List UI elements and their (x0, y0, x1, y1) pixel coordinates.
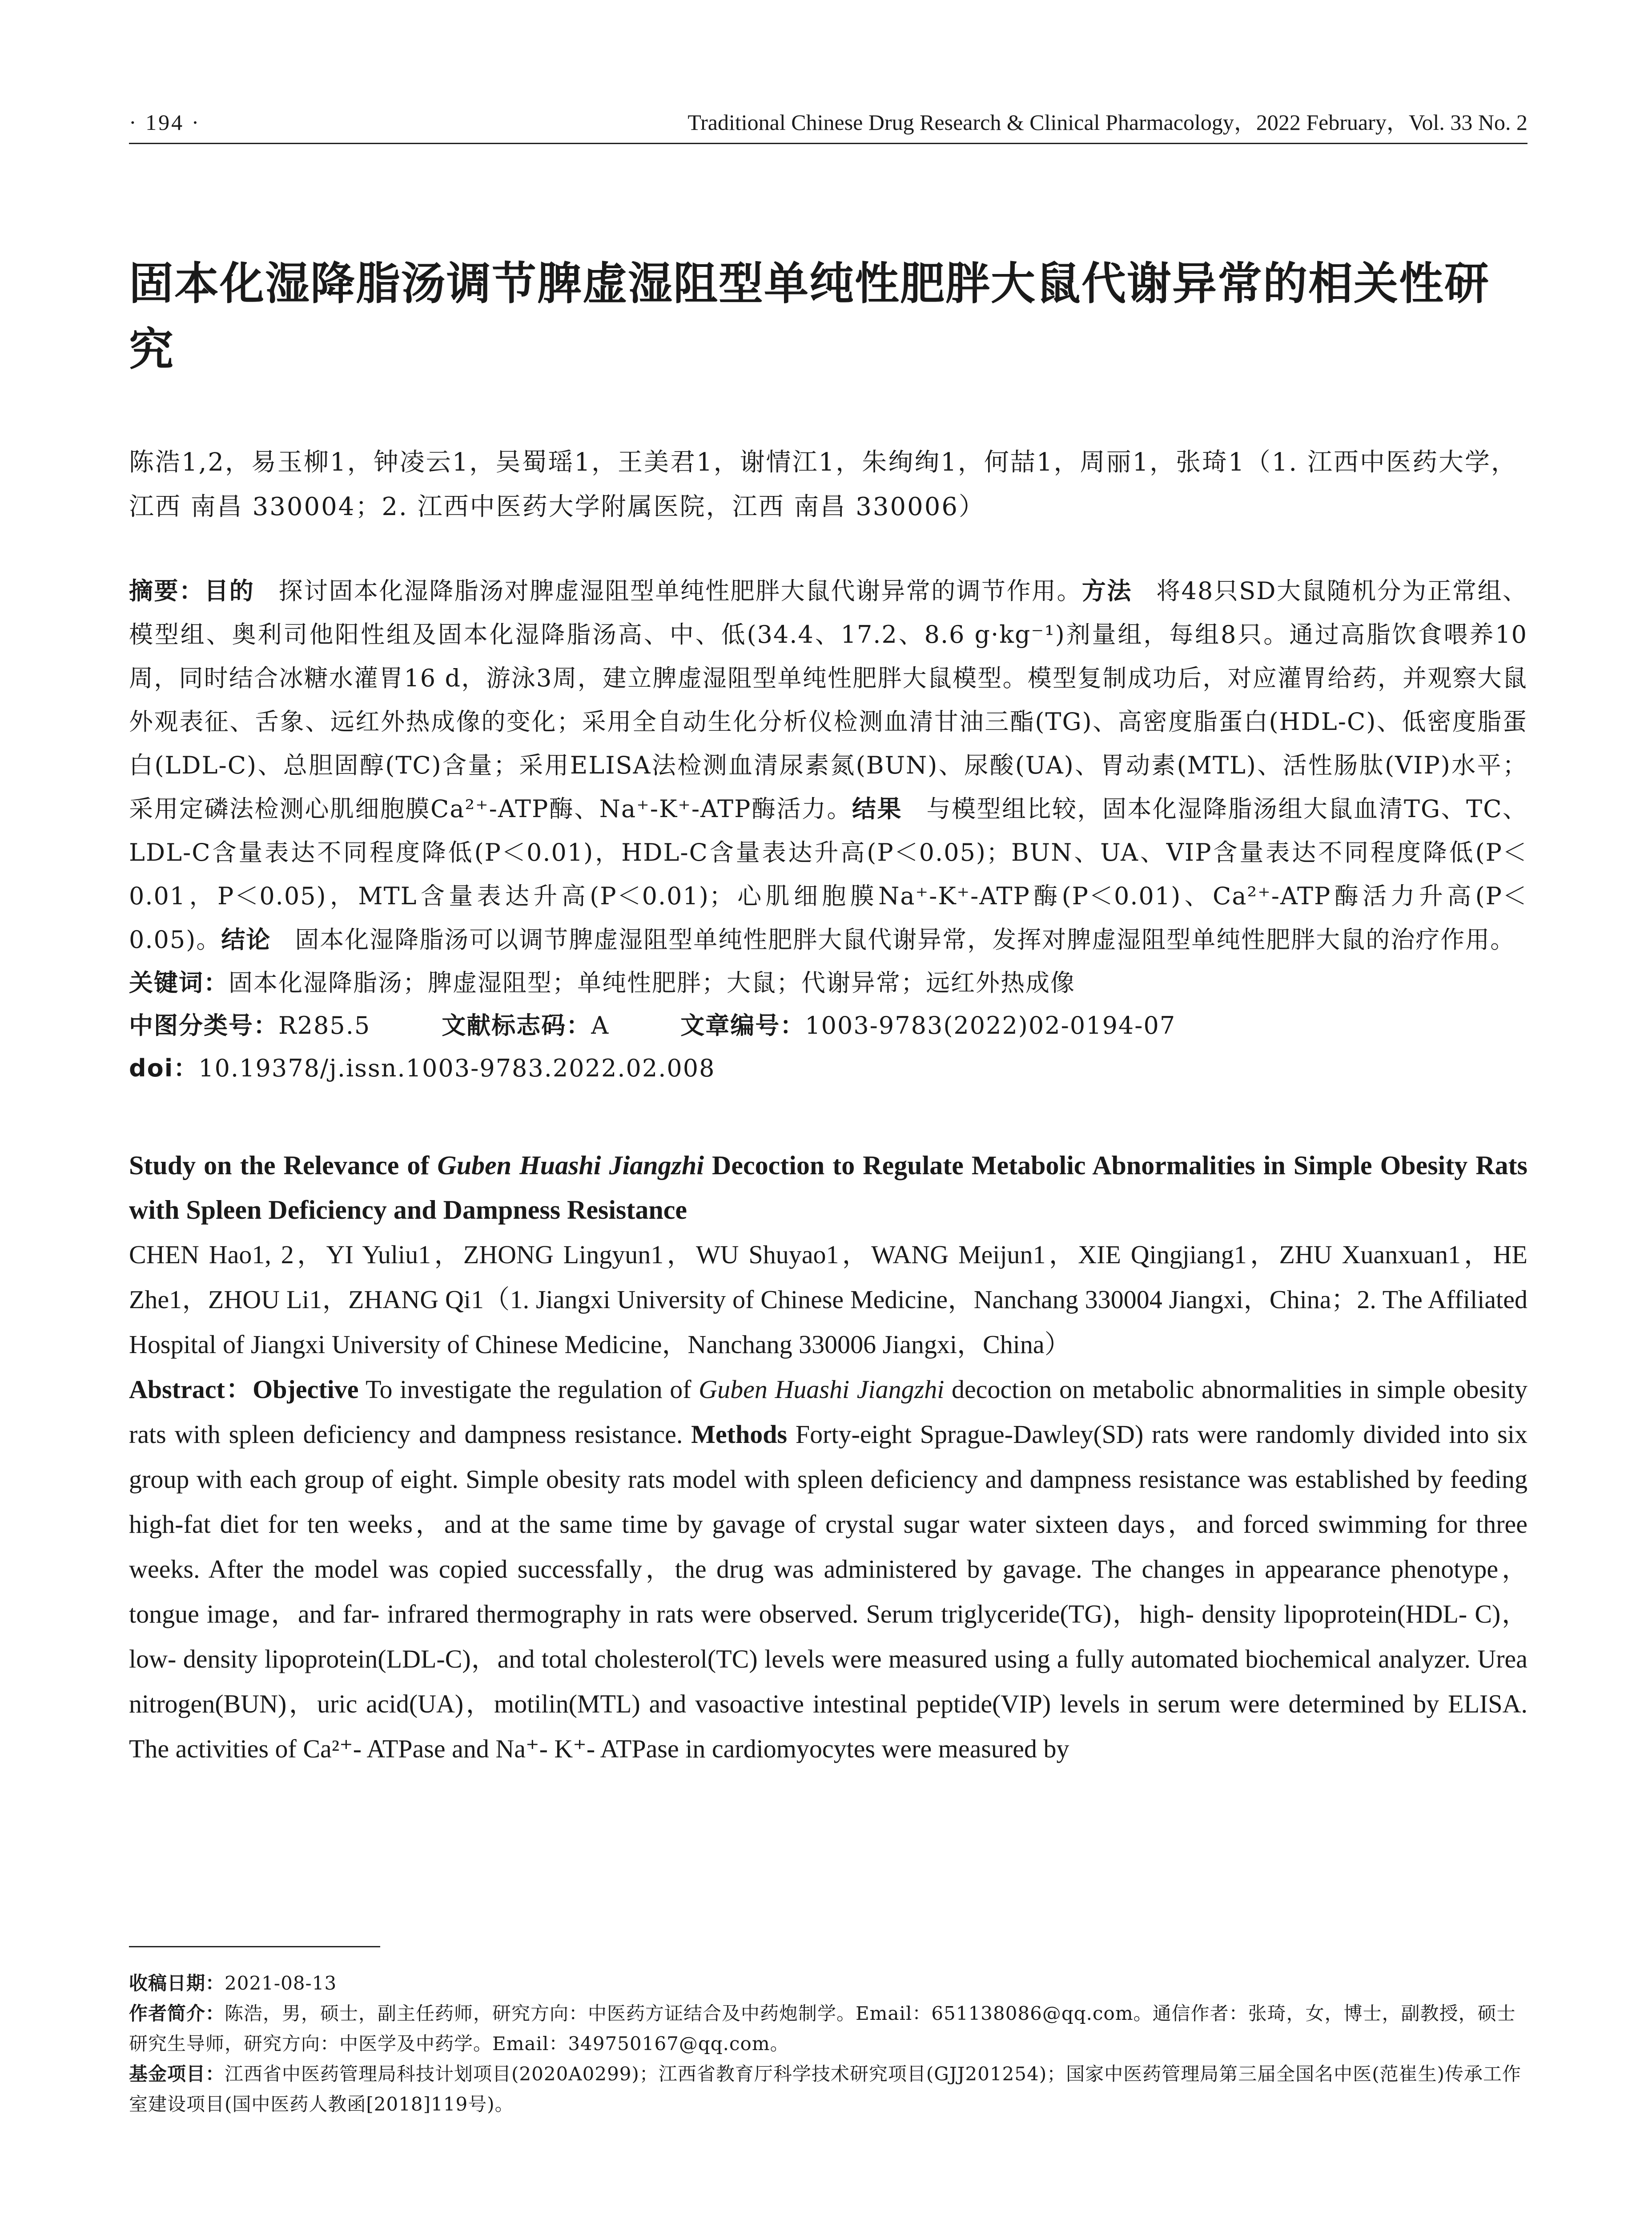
results-text: 与模型组比较，固本化湿降脂汤组大鼠血清TG、TC、LDL-C含量表达不同程度降低(P＜0.01)，HDL-C含量表达升高(P＜0.05)；BUN、UA、VIP含量表达不同程度降低(P＜0.01，P＜0.05)，MTL含量表达升高(P＜0.01)；心肌细胞膜Na⁺-K⁺-ATP酶(P＜0.01)、Ca²⁺-ATP酶活力升高(P＜0.05)。 (129, 795, 1528, 954)
author-bio-text: 陈浩，男，硕士，副主任药师，研究方向：中医药方证结合及中药炮制学。Email：651138086@qq.com。通信作者：张琦，女，博士，副教授，硕士研究生导师，研究方向：中医学及中药学。Email：349750167@qq.com。 (129, 2002, 1516, 2055)
funding-text: 江西省中医药管理局科技计划项目(2020A0299)；江西省教育厅科学技术研究项目(GJJ201254)；国家中医药管理局第三届全国名中医(范崔生)传承工作室建设项目(国中医药人教函[2018]119号)。 (129, 2063, 1521, 2115)
title-en-part: Decoction to Regulate Metabolic Abnormalities in Simple Obesity Rats with Spleen Deficiency and Dampness Resistance (129, 1151, 1527, 1225)
abstract-cn (129, 569, 1527, 962)
doi-value: 10.19378/j.issn.1003-9783.2022.02.008 (198, 1054, 715, 1082)
clc-value: R285.5 (278, 1011, 371, 1039)
keywords-line (129, 962, 1527, 1004)
doi-label: doi： (129, 1054, 199, 1082)
authors-affiliations-en: CHEN Hao1, 2，YI Yuliu1，ZHONG Lingyun1，WU Shuyao1，WANG Meijun1，XIE Qingjiang1，ZHU Xuanxuan1，HE Zhe1，ZHOU Li1，ZHANG Qi1（1. Jiangxi University of Chinese Medicine，Nanchang 330004 Jiangxi，China；2. The Affiliated Hospital of Jiangxi University of Chinese Medicine，Nanchang 330006 Jiangxi，China） (129, 1240, 1527, 1359)
objective-en-text: decoction on metabolic abnormalities in simple obesity rats with spleen deficiency and dampness resistance. (129, 1375, 1527, 1449)
classification-line (129, 1004, 1527, 1047)
paper-page (129, 109, 1527, 1771)
objective-label: 目的 (204, 577, 255, 605)
journal-citation: Traditional Chinese Drug Research & Clinical Pharmacology，2022 February，Vol. 33 No. 2 (687, 110, 1527, 135)
article-no-label: 文章编号： (680, 1011, 805, 1039)
author-bio-label: 作者简介： (129, 2002, 225, 2024)
footnotes (129, 1968, 1527, 2119)
abstract-label: 摘要： (129, 577, 205, 605)
methods-en-text: Forty-eight Sprague-Dawley(SD) rats were randomly divided into six group with each group of eight. Simple obesity rats model with spleen deficiency and dampness resistance was established by feeding high-fat diet for ten weeks，and at the same time by gavage of crystal sugar water sixteen days，and forced swimming for three weeks. After the model was copied successfally，the drug was administered by gavage. The changes in appearance phenotype，tongue image，and far- infrared thermography in rats were observed. Serum triglyceride(TG)，high- density lipoprotein(HDL- C)，low- density lipoprotein(LDL-C)，and total cholesterol(TC) levels were measured using a fully automated biochemical analyzer. Urea nitrogen(BUN)，uric acid(UA)，motilin(MTL) and vasoactive intestinal peptide(VIP) levels in serum were determined by ELISA. The activities of Ca²⁺- ATPase and Na⁺- K⁺- ATPase in cardiomyocytes were measured by (129, 1420, 1527, 1763)
doc-code-value: A (591, 1011, 610, 1039)
funding-label: 基金项目： (129, 2063, 225, 2085)
conclusion-text: 固本化湿降脂汤可以调节脾虚湿阻型单纯性肥胖大鼠代谢异常，发挥对脾虚湿阻型单纯性肥胖大鼠的治疗作用。 (295, 926, 1515, 954)
methods-text: 将48只SD大鼠随机分为正常组、模型组、奥利司他阳性组及固本化湿降脂汤高、中、低(34.4、17.2、8.6 g·kg⁻¹)剂量组，每组8只。通过高脂饮食喂养10周，同时结合冰糖水灌胃16 d，游泳3周，建立脾虚湿阻型单纯性肥胖大鼠模型。模型复制成功后，对应灌胃给药，并观察大鼠外观表征、舌象、远红外热成像的变化；采用全自动生化分析仪检测血清甘油三酯(TG)、高密度脂蛋白(HDL-C)、低密度脂蛋白(LDL-C)、总胆固醇(TC)含量；采用ELISA法检测血清尿素氮(BUN)、尿酸(UA)、胃动素(MTL)、活性肠肽(VIP)水平；采用定磷法检测心肌细胞膜Ca²⁺-ATP酶、Na⁺-K⁺-ATP酶活力。 (129, 577, 1528, 823)
footnote-rule (129, 1946, 380, 1947)
doc-code-label: 文献标志码： (442, 1011, 591, 1039)
received-value: 2021-08-13 (225, 1972, 337, 1994)
article-no-value: 1003-9783(2022)02-0194-07 (805, 1011, 1176, 1039)
page-number: · 194 · (129, 110, 201, 135)
title-en-italic: Guben Huashi Jiangzhi (437, 1151, 704, 1180)
methods-label: 方法 (1081, 577, 1132, 605)
funding (129, 2059, 1527, 2119)
objective-text: 探讨固本化湿降脂汤对脾虚湿阻型单纯性肥胖大鼠代谢异常的调节作用。 (278, 577, 1082, 605)
objective-en-label: Objective (253, 1375, 359, 1404)
authors-affiliations-cn: 陈浩1,2，易玉柳1，钟凌云1，吴蜀瑶1，王美君1，谢情江1，朱绚绚1，何喆1，周丽1，张琦1（1. 江西中医药大学，江西 南昌 330004；2. 江西中医药大学附属医院，江西 南昌 330006） (129, 448, 1517, 521)
objective-en-text: To investigate the regulation of (358, 1375, 699, 1404)
doi-line (129, 1047, 1527, 1090)
objective-en-italic: Guben Huashi Jiangzhi (699, 1375, 945, 1404)
keywords-label: 关键词： (129, 969, 229, 997)
author-bio (129, 1998, 1527, 2059)
conclusion-label: 结论 (221, 926, 271, 954)
keywords-text: 固本化湿降脂汤；脾虚湿阻型；单纯性肥胖；大鼠；代谢异常；远红外热成像 (229, 969, 1075, 997)
methods-en-label: Methods (691, 1420, 788, 1449)
abstract-en-label: Abstract： (129, 1375, 253, 1404)
article-title-en (129, 1143, 1527, 1232)
received-date (129, 1968, 1527, 1998)
title-en-part: Study on the Relevance of (129, 1151, 438, 1180)
abstract-en (129, 1367, 1527, 1771)
running-header (129, 109, 1527, 144)
clc-label: 中图分类号： (129, 1011, 278, 1039)
article-title-cn: 固本化湿降脂汤调节脾虚湿阻型单纯性肥胖大鼠代谢异常的相关性研究 (129, 258, 1490, 375)
received-label: 收稿日期： (129, 1972, 225, 1994)
results-label: 结果 (852, 795, 903, 823)
